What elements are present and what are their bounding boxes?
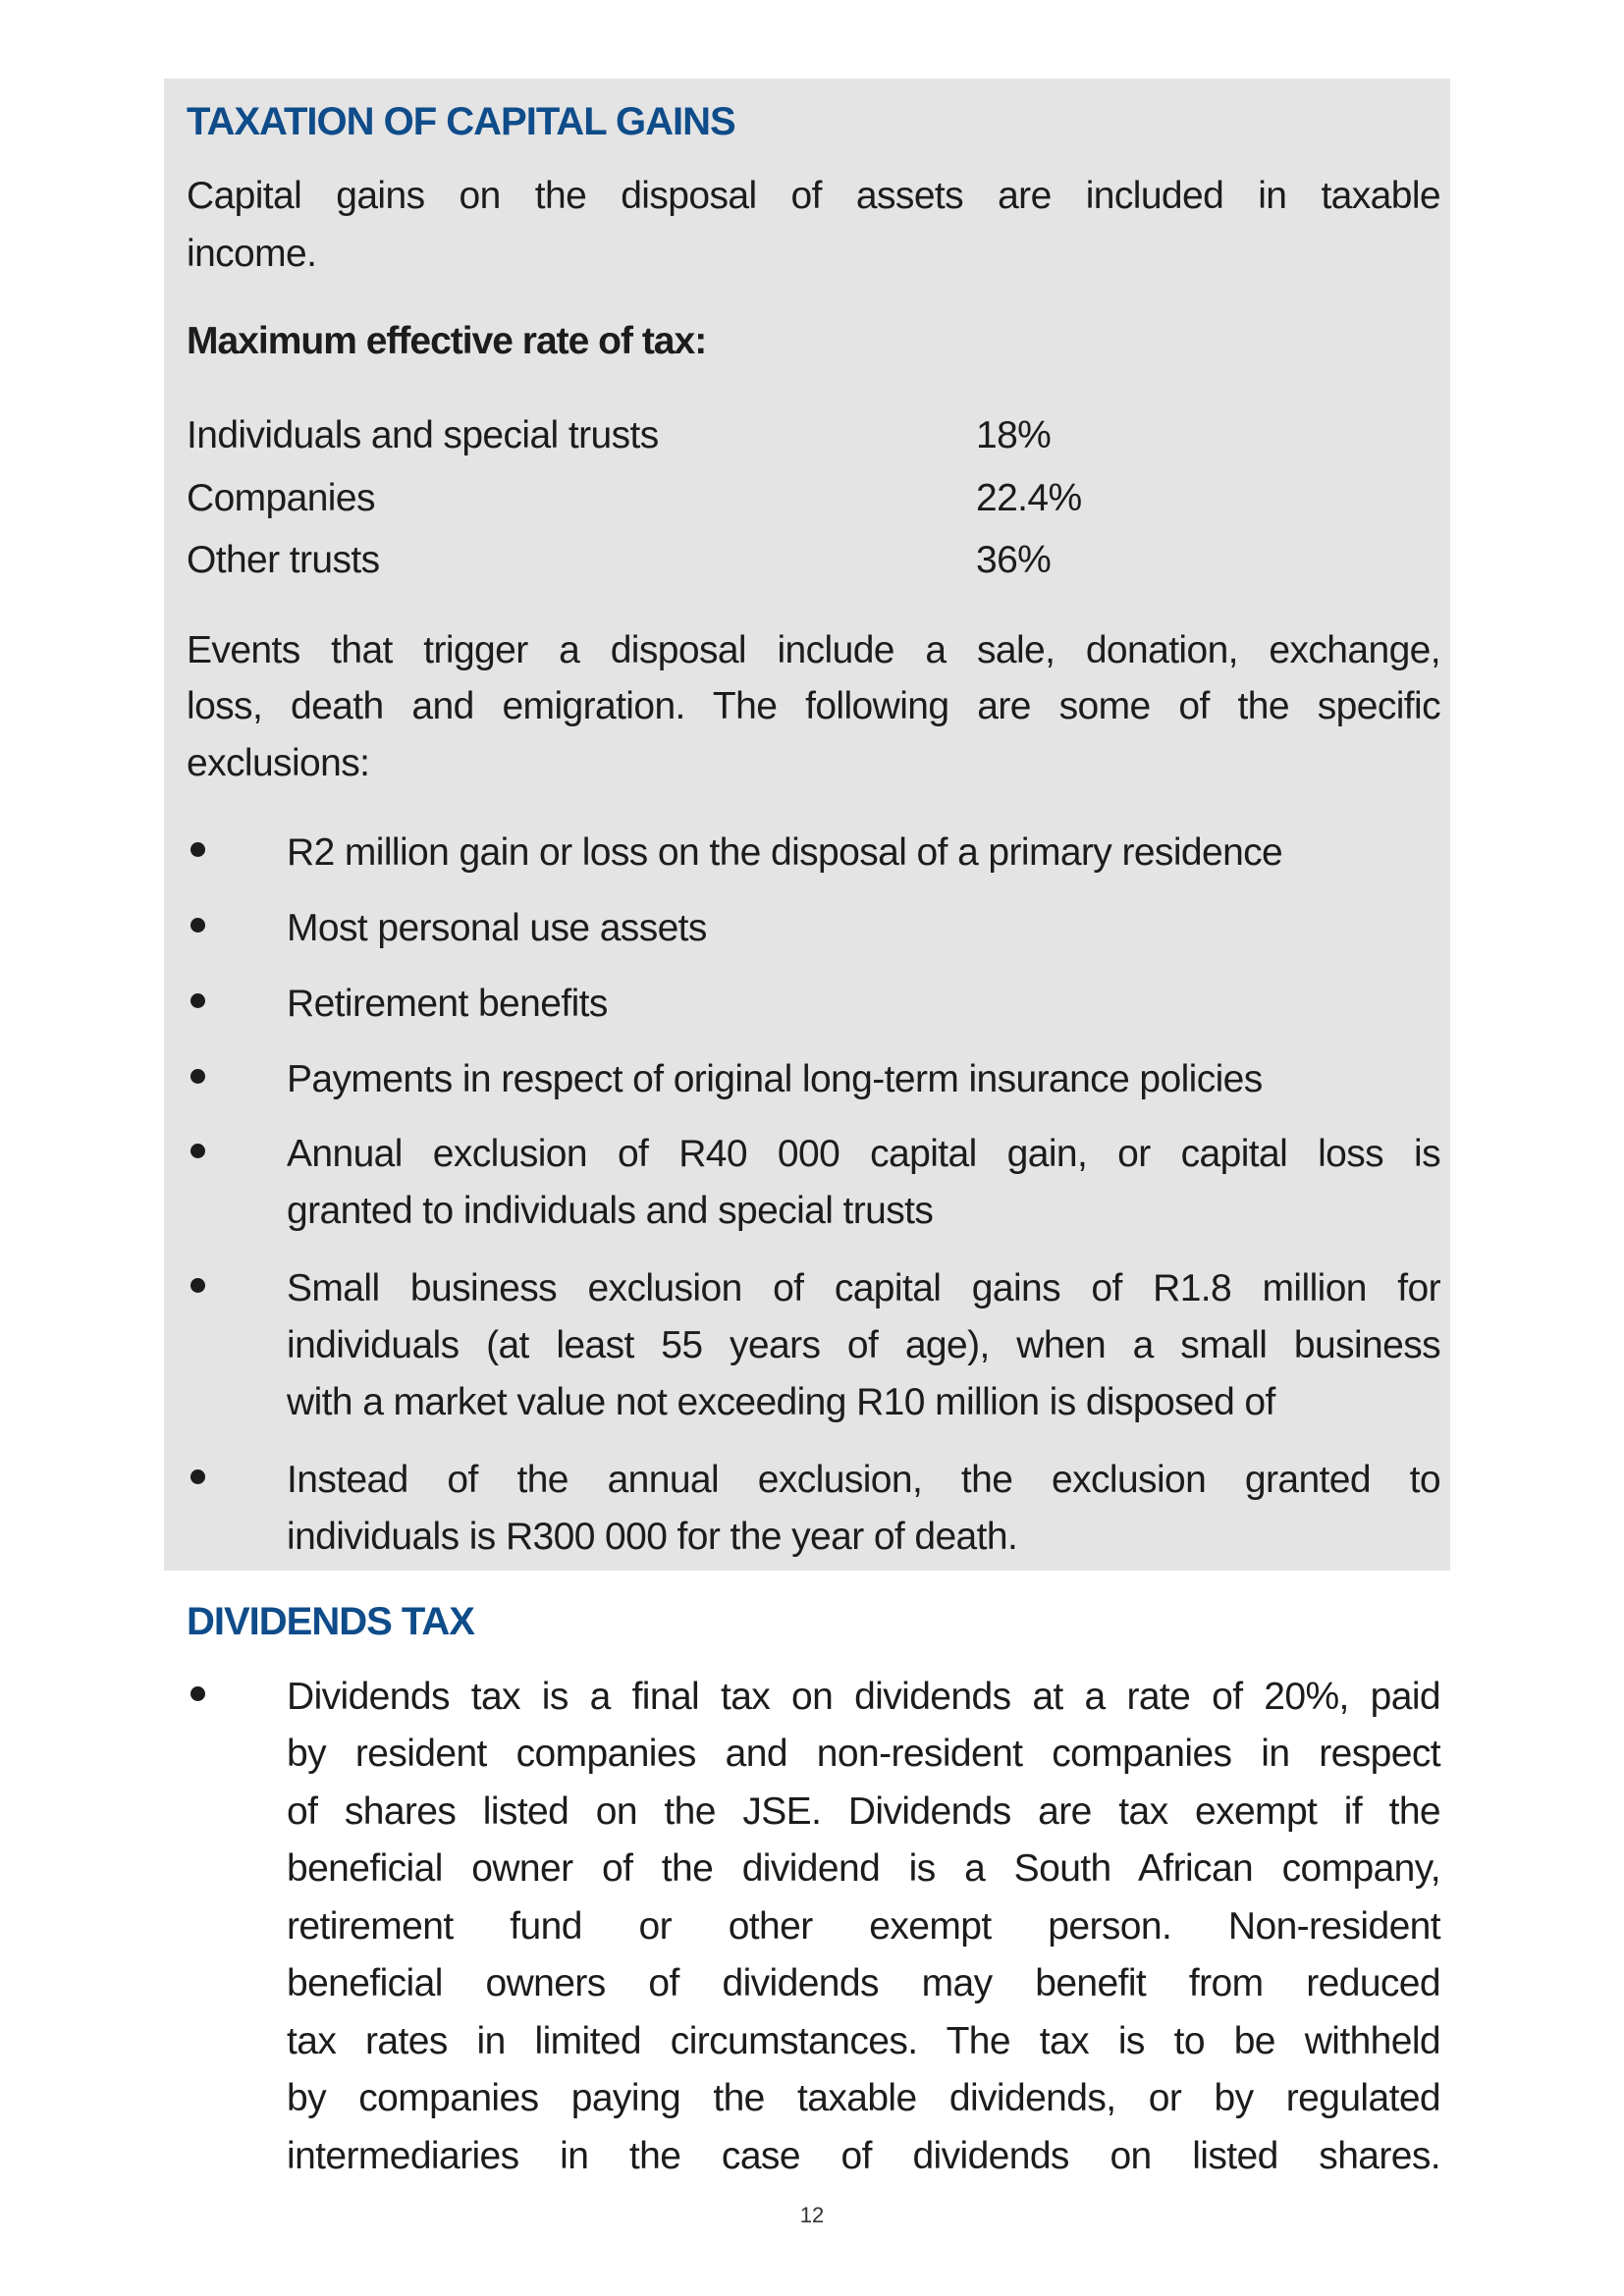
- rate-label: Individuals and special trusts: [187, 414, 659, 456]
- page-number: 12: [799, 2203, 825, 2227]
- list-item-text: Instead of the annual exclusion, the exclusion granted to: [287, 1459, 1440, 1501]
- rate-value: 18%: [976, 414, 1052, 456]
- list-item-text: of shares listed on the JSE. Dividends are tax exempt if the: [287, 1790, 1440, 1833]
- list-item-text: intermediaries in the case of dividends on listed shares.: [287, 2135, 1440, 2177]
- bullet-icon: [190, 1069, 205, 1084]
- capital-gains-heading: TAXATION OF CAPITAL GAINS: [187, 100, 735, 143]
- bullet-icon: [190, 1469, 205, 1484]
- rates-heading: Maximum effective rate of tax:: [187, 320, 707, 362]
- list-item-text: Payments in respect of original long-term insurance policies: [287, 1058, 1263, 1100]
- list-item-text: Most personal use assets: [287, 907, 707, 949]
- bullet-icon: [190, 1278, 205, 1293]
- list-item-text: granted to individuals and special trusts: [287, 1190, 934, 1232]
- intro-line: Capital gains on the disposal of assets are included in taxable: [187, 175, 1440, 217]
- rate-label: Other trusts: [187, 539, 380, 581]
- bullet-icon: [190, 1144, 205, 1158]
- events-line: Events that trigger a disposal include a sale, donation, exchange,: [187, 629, 1440, 671]
- list-item-text: beneficial owner of the dividend is a South African company,: [287, 1847, 1440, 1890]
- list-item-text: Annual exclusion of R40 000 capital gain, or capital loss is: [287, 1133, 1440, 1175]
- dividends-tax-heading: DIVIDENDS TAX: [187, 1600, 474, 1643]
- list-item-text: tax rates in limited circumstances. The tax is to be withheld: [287, 2020, 1440, 2062]
- events-line: exclusions:: [187, 742, 370, 784]
- list-item-text: individuals is R300 000 for the year of death.: [287, 1516, 1018, 1558]
- rate-value: 36%: [976, 539, 1052, 581]
- list-item-text: Dividends tax is a final tax on dividends at a rate of 20%, paid: [287, 1676, 1440, 1718]
- rate-label: Companies: [187, 477, 375, 519]
- list-item-text: with a market value not exceeding R10 million is disposed of: [287, 1381, 1275, 1423]
- list-item-text: Retirement benefits: [287, 983, 608, 1025]
- bullet-icon: [190, 993, 205, 1008]
- list-item-text: R2 million gain or loss on the disposal of a primary residence: [287, 831, 1283, 874]
- list-item-text: Small business exclusion of capital gains of R1.8 million for: [287, 1267, 1440, 1309]
- events-line: loss, death and emigration. The following are some of the specific: [187, 685, 1440, 727]
- bullet-icon: [190, 842, 205, 857]
- list-item-text: beneficial owners of dividends may benefit from reduced: [287, 1962, 1440, 2004]
- bullet-icon: [190, 918, 205, 933]
- rate-value: 22.4%: [976, 477, 1082, 519]
- intro-line: income.: [187, 233, 317, 275]
- list-item-text: by companies paying the taxable dividends, or by regulated: [287, 2077, 1440, 2119]
- bullet-icon: [190, 1686, 205, 1701]
- list-item-text: retirement fund or other exempt person. Non-resident: [287, 1905, 1440, 1948]
- list-item-text: by resident companies and non-resident companies in respect: [287, 1733, 1440, 1775]
- list-item-text: individuals (at least 55 years of age), when a small business: [287, 1324, 1440, 1366]
